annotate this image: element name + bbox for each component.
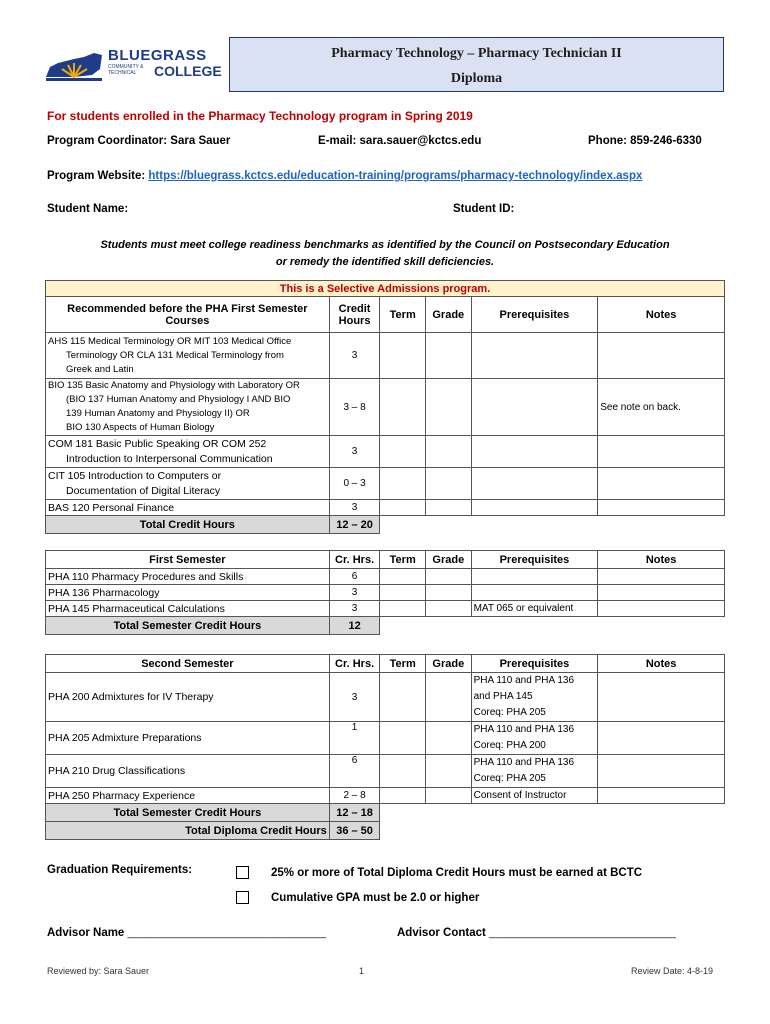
- advisor-contact-field[interactable]: ________________________________: [489, 927, 676, 939]
- reviewed-by: Reviewed by: Sara Sauer: [47, 966, 150, 976]
- first-semester-table: [45, 550, 725, 635]
- table-row: COM 181 Basic Public Speaking OR COM 252 Introduction to Interpersonal Communication 3: [46, 436, 725, 468]
- term-cell[interactable]: [380, 569, 426, 585]
- term-cell[interactable]: [380, 673, 426, 722]
- kentucky-sun-icon: [44, 47, 104, 83]
- term-cell[interactable]: [380, 722, 426, 755]
- program-title: Pharmacy Technology – Pharmacy Technician II: [331, 46, 622, 61]
- coordinator: Program Coordinator: Sara Sauer: [47, 135, 231, 147]
- second-total-value: 12 – 18: [329, 804, 380, 822]
- table-row: PHA 250 Pharmacy Experience 2 – 8 Consent of Instructor: [46, 788, 725, 804]
- diploma-total-value: 36 – 50: [329, 822, 380, 840]
- prereq-header: Prerequisites: [471, 655, 598, 673]
- first-semester-header: First Semester: [46, 551, 330, 569]
- requirement-2-text: Cumulative GPA must be 2.0 or higher: [271, 892, 480, 904]
- credit-value: 3: [329, 436, 380, 468]
- term-cell[interactable]: [380, 379, 426, 436]
- term-cell[interactable]: [380, 468, 426, 500]
- term-header: Term: [380, 551, 426, 569]
- term-cell[interactable]: [380, 755, 426, 788]
- first-total-label: Total Semester Credit Hours: [46, 617, 330, 635]
- second-semester-header: Second Semester: [46, 655, 330, 673]
- term-cell[interactable]: [380, 333, 426, 379]
- grade-cell[interactable]: [426, 788, 472, 804]
- grade-header: Grade: [426, 551, 472, 569]
- credit-hours-header: Cr. Hrs.: [329, 655, 380, 673]
- recommended-course-header: Recommended before the PHA First Semester Courses: [46, 297, 330, 333]
- page-number: 1: [359, 966, 365, 976]
- table-row: PHA 200 Admixtures for IV Therapy 3 PHA 110 and PHA 136 and PHA 145 Coreq: PHA 205: [46, 673, 725, 722]
- notes-header: Notes: [598, 297, 725, 333]
- table-row: AHS 115 Medical Terminology OR MIT 103 Medical Office Terminology OR CLA 131 Medical Terminology from Greek and Latin 3: [46, 333, 725, 379]
- grade-cell[interactable]: [425, 333, 471, 379]
- advisor-name-label: Advisor Name: [47, 927, 125, 939]
- grade-cell[interactable]: [425, 379, 471, 436]
- total-credit-label: Total Credit Hours: [46, 516, 330, 534]
- term-header: Term: [380, 655, 426, 673]
- diploma-total-label: Total Diploma Credit Hours: [46, 822, 330, 840]
- requirement-2-checkbox[interactable]: [236, 891, 249, 904]
- credit-hours-header: Credit Hours: [329, 297, 380, 333]
- logo-college: COLLEGE: [154, 63, 222, 79]
- student-id: Student ID:: [453, 203, 515, 215]
- second-total-label: Total Semester Credit Hours: [46, 804, 330, 822]
- advisor-name-row: [47, 927, 326, 939]
- grade-cell[interactable]: [426, 722, 472, 755]
- total-credit-value: 12 – 20: [329, 516, 380, 534]
- grade-cell[interactable]: [426, 585, 472, 601]
- term-cell[interactable]: [380, 500, 426, 516]
- advisor-contact-label: Advisor Contact: [397, 927, 486, 939]
- table-row: PHA 210 Drug Classifications 6 PHA 110 and PHA 136 Coreq: PHA 205: [46, 755, 725, 788]
- credit-value: 3: [329, 500, 380, 516]
- table-row: PHA 136 Pharmacology 3: [46, 585, 725, 601]
- review-date: Review Date: 4-8-19: [631, 966, 714, 976]
- term-header: Term: [380, 297, 426, 333]
- prereq-header: Prerequisites: [471, 551, 598, 569]
- bluegrass-logo: [44, 47, 222, 83]
- phone: Phone: 859-246-6330: [588, 135, 702, 147]
- program-subtitle: Diploma: [450, 71, 503, 86]
- term-cell[interactable]: [380, 436, 426, 468]
- table-row: PHA 205 Admixture Preparations 1 PHA 110 and PHA 136 Coreq: PHA 200: [46, 722, 725, 755]
- recommended-table: [45, 280, 725, 534]
- credit-value: 3 – 8: [329, 379, 380, 436]
- first-total-value: 12: [329, 617, 380, 635]
- email: E-mail: sara.sauer@kctcs.edu: [318, 135, 482, 147]
- note-cell: See note on back.: [598, 379, 725, 436]
- grade-cell[interactable]: [426, 673, 472, 722]
- website-link[interactable]: https://bluegrass.kctcs.edu/education-training/programs/pharmacy-technology/index.aspx: [148, 170, 643, 182]
- benchmarks-line2: or remedy the identified skill deficiencies.: [275, 256, 495, 268]
- title-box: [229, 37, 724, 92]
- table-row: BIO 135 Basic Anatomy and Physiology with Laboratory OR (BIO 137 Human Anatomy and Physiology I AND BIO 139 Human Anatomy and Physiology II) OR BIO 130 Aspects of Human Biology 3 – 8 See note on back.: [46, 379, 725, 436]
- intro-text: For students enrolled in the Pharmacy Technology program in Spring 2019: [47, 109, 473, 123]
- grade-cell[interactable]: [425, 468, 471, 500]
- logo-sub: COMMUNITY & TECHNICAL: [108, 64, 144, 76]
- table-row: PHA 110 Pharmacy Procedures and Skills 6: [46, 569, 725, 585]
- grade-header: Grade: [426, 655, 472, 673]
- grade-header: Grade: [425, 297, 471, 333]
- requirement-1-text: 25% or more of Total Diploma Credit Hours must be earned at BCTC: [271, 867, 643, 879]
- selective-banner: This is a Selective Admissions program.: [46, 281, 725, 297]
- credit-value: 3: [329, 333, 380, 379]
- logo-name: BLUEGRASS: [108, 47, 207, 64]
- table-row: PHA 145 Pharmaceutical Calculations 3 MAT 065 or equivalent: [46, 601, 725, 617]
- grade-cell[interactable]: [426, 569, 472, 585]
- grade-cell[interactable]: [426, 755, 472, 788]
- notes-header: Notes: [598, 655, 725, 673]
- grade-cell[interactable]: [425, 436, 471, 468]
- credit-value: 0 – 3: [329, 468, 380, 500]
- grade-cell[interactable]: [426, 601, 472, 617]
- term-cell[interactable]: [380, 788, 426, 804]
- graduation-label: Graduation Requirements:: [47, 864, 193, 876]
- requirement-1-checkbox[interactable]: [236, 866, 249, 879]
- advisor-name-field[interactable]: __________________________________: [127, 927, 327, 939]
- notes-header: Notes: [598, 551, 725, 569]
- student-name: Student Name:: [47, 203, 129, 215]
- table-row: BAS 120 Personal Finance 3: [46, 500, 725, 516]
- table-row: CIT 105 Introduction to Computers or Documentation of Digital Literacy 0 – 3: [46, 468, 725, 500]
- benchmarks-line1: Students must meet college readiness benchmarks as identified by the Council on Postsecondary Education: [100, 239, 670, 251]
- website-row: [47, 170, 642, 182]
- second-semester-table: [45, 654, 725, 840]
- term-cell[interactable]: [380, 585, 426, 601]
- grade-cell[interactable]: [425, 500, 471, 516]
- credit-hours-header: Cr. Hrs.: [329, 551, 380, 569]
- prereq-header: Prerequisites: [471, 297, 598, 333]
- benchmarks-note: [60, 237, 710, 271]
- term-cell[interactable]: [380, 601, 426, 617]
- advisor-contact-row: [397, 927, 676, 939]
- website-label: Program Website:: [47, 170, 146, 182]
